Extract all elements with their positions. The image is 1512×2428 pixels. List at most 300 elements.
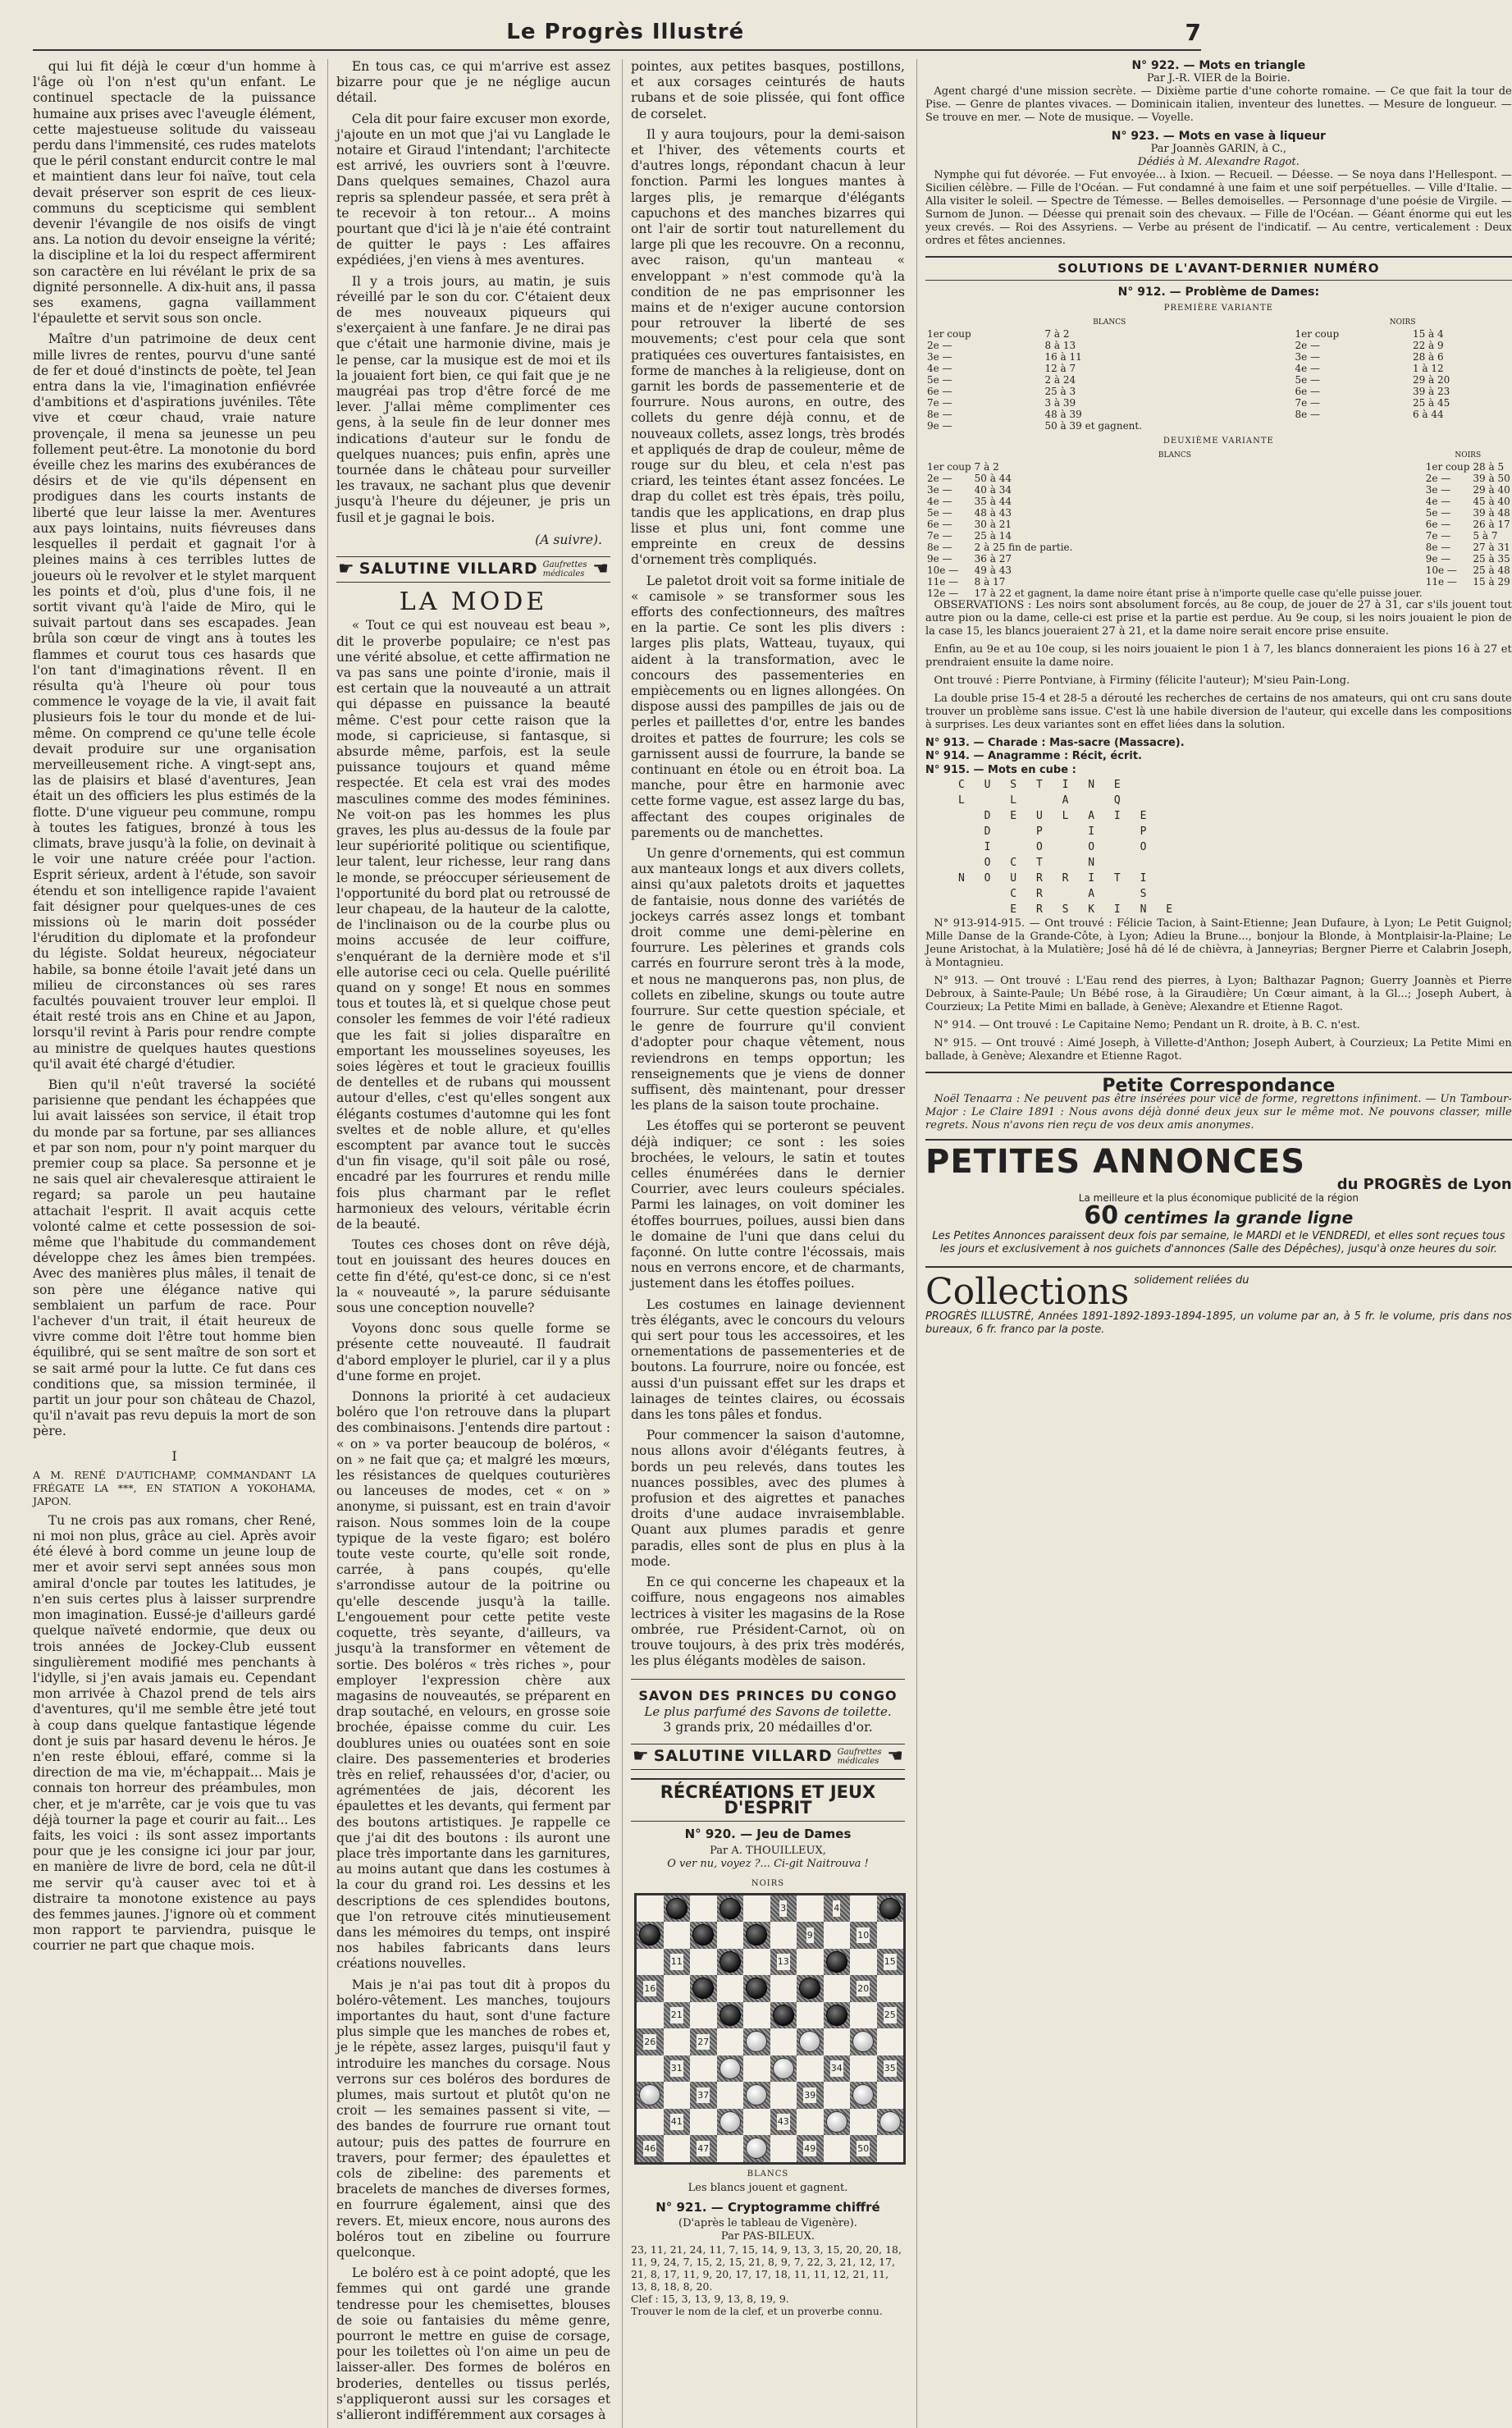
square-number: 31 [670, 2060, 683, 2076]
board-square [797, 2109, 824, 2136]
white-piece [879, 2111, 901, 2133]
board-square [850, 1922, 877, 1949]
board-square [717, 1922, 744, 1949]
chapter-number: I [171, 1447, 177, 1464]
move-cell: 17 à 22 et gagnent, la dame noire étant prise à n'importe quelle case qu'elle puisse jouer. [974, 588, 1423, 600]
collections-title: Collections [925, 1270, 1130, 1313]
square-number: 47 [697, 2141, 710, 2156]
page-number: 7 [1185, 18, 1201, 46]
move-cell: 3 à 39 [1044, 397, 1076, 409]
move-cell: 49 à 43 [974, 565, 1012, 577]
square-number: 10 [856, 1927, 870, 1943]
move-cell: 8 à 13 [1044, 340, 1076, 352]
board-square [717, 2082, 744, 2109]
observations-continued: Enfin, au 9e et au 10e coup, si les noirs jouaient le pion 1 à 7, les blancs donneraient les pions 16 à 27 et prendraient ensuite la dame noire. [925, 643, 1512, 670]
move-cell: 3e — [1295, 351, 1321, 364]
col-header-noirs: NOIRS [1455, 451, 1482, 460]
board-square [637, 1895, 664, 1923]
square-number: 15 [884, 1954, 897, 1969]
move-cell: 1er coup [1425, 461, 1470, 473]
move-row [925, 461, 1512, 473]
square-number: 46 [643, 2141, 656, 2156]
board-square [824, 1895, 851, 1923]
move-cell: 39 à 23 [1412, 386, 1450, 398]
move-cell: 7e — [1295, 397, 1321, 409]
board-square [770, 2135, 797, 2162]
paragraph: « Tout ce qui est nouveau est beau », dit le proverbe populaire; ce n'est pas une vérité absolue, et cette affirmation ne va pas sans une pointe d'ironie, mais il est certain que la nouveauté a un attrait qui dépasse en puissance la beauté même. C'est pour cette raison que la mode, si capricieuse, si fantasque, si absurde même, parfois, est la seule puissance toujours et quand même respectée. Et cela est vrai des modes masculines comme des modes féminines. Ne voit-on pas les hommes les plus graves, les plus au-dessus de la foule par leur supériorité politique ou scientifique, leur talent, leur richesse, leur rang dans le monde, se préoccuper sérieusement de l'opportunité du bord plat ou retroussé de leur chapeau, de la hauteur de la calotte, de l'inclinaison ou de la courbe plus ou moins accusée de leur coiffure, s'enquérant de la dernière mode et s'il elle autorise ceci ou cela. Quelle puérilité quand on y songe! Et nous en sommes tous et toutes là, et si quelque chose peut consoler les femmes de voir l'été radieux que les fait si jolies disparaître en emportant les mousselines soyeuses, les soies légères et tout le gracieux fouillis de dentelles et de rubans qui moussent autour d'elles, c'est qu'elles songent aux élégants costumes d'automne qui les font sveltes et de noble allure, et qu'elles escomptent par avance tout le succès d'un fin visage, qu'il soit pâle ou rosé, encadré par les fourrures et rendu mille fois plus charmant par le reflet harmonieux des velours, véritable écrin de la beauté. [336, 618, 610, 1232]
move-cell: 7e — [927, 397, 952, 409]
white-piece [719, 2058, 741, 2079]
board-square [824, 2002, 851, 2029]
move-cell: 48 à 43 [974, 507, 1012, 519]
found-912: Ont trouvé : Pierre Pontviane, à Firminy (félicite l'auteur); M'sieu Pain-Long. [934, 674, 1350, 688]
move-cell: 28 à 6 [1412, 351, 1444, 364]
move-row [925, 553, 1512, 565]
salutine-ad-banner [631, 1744, 905, 1770]
move-cell: 40 à 34 [974, 484, 1012, 496]
board-square [637, 1922, 664, 1949]
board-square [797, 1895, 824, 1923]
black-piece [773, 2005, 794, 2026]
puzzle-922-title: N° 922. — Mots en triangle [1131, 59, 1306, 72]
paragraph: Les costumes en lainage deviennent très élégants, avec le concours du velours qui sert pour tous les accessoires, et les ornementations de passementeries et de boutons. La fourrure, noire ou foncée, est aussi d'un puissant effet sur les draps et lainages de teintes claires, ou écossais dans les tons pâles et fondus. [631, 1296, 905, 1423]
move-cell: 10e — [1425, 565, 1457, 577]
board-square [877, 1922, 904, 1949]
move-cell: 3e — [1425, 484, 1451, 496]
board-square [717, 1895, 744, 1923]
petites-annonces-body: Les Petites Annonces paraissent deux fois par semaine, le MARDI et le VENDREDI, et elles sont reçues tous les jours et exclusivement à nos guichets d'annonces (Salle des Dépêches), jusqu'à onze heures du soir. [932, 1229, 1505, 1255]
board-square [824, 1922, 851, 1949]
square-number: 27 [697, 2034, 710, 2050]
variant-1-title: PREMIÈRE VARIANTE [1163, 303, 1273, 313]
ad-brand: SALUTINE VILLARD [653, 1747, 833, 1766]
paragraph: Voyons donc sous quelle forme se présente cette nouveauté. Il faudrait d'abord employer le pluriel, car il y a plus d'une forme en projet. [336, 1321, 610, 1383]
move-cell: 27 à 31 [1473, 542, 1510, 554]
board-square [664, 2002, 691, 2029]
board-square [664, 2082, 691, 2109]
cube-line: I O O O [958, 840, 1153, 853]
move-cell: 7e — [1425, 530, 1451, 542]
board-square [850, 1949, 877, 1976]
square-number: 43 [777, 2114, 790, 2129]
board-square [690, 2082, 717, 2109]
board-square [743, 2002, 770, 2029]
move-cell: 4e — [927, 363, 952, 375]
board-square [770, 1895, 797, 1923]
move-cell: 1er coup [927, 328, 971, 341]
move-cell: 8e — [927, 542, 952, 554]
move-row [925, 588, 1512, 599]
board-square [743, 2082, 770, 2109]
paragraph: Un genre d'ornements, qui est commun aux manteaux longs et aux divers collets, ainsi qu'aux paletots droits et jaquettes de fantaisie, nous donne des variétés de jockeys carrés assez longs et tombant droit comme une demi-pèlerine en fourrure. Les pèlerines et grands cols carrés en fourrure seront très à la mode, et nous ne manquerons pas, non plus, de collets en zibeline, skungs ou toute autre fourrure. Sur cette question spéciale, et le genre de fourrure qu'il convient d'adopter pour chaque vêtement, nous reviendrons en temps opportun; les renseignements que je viens de donner suffisent, dès maintenant, pour dresser les plans de la saison toute prochaine. [631, 845, 905, 1113]
cube-line: L L A Q [958, 793, 1127, 807]
puzzle-923-author: Par Joannès GARIN, à C., [1150, 143, 1287, 156]
move-cell: 8e — [1425, 542, 1451, 554]
cryptogram-instructions: Trouver le nom de la clef, et un proverbe connu. [631, 2305, 883, 2318]
note-912: La double prise 15-4 et 28-5 a dérouté les recherches de certains de nos amateurs, qui ont cru sans doute trouver un problème sans issue. C'est là une habile diversion de l'auteur, qui excelle dans les compositions à surprises. Les deux variantes sont en effet liées dans la solution. [925, 693, 1512, 732]
paragraph: qui lui fit déjà le cœur d'un homme à l'âge où l'on n'est qu'un enfant. Le continuel spectacle de la puissance humaine aux prises avec l'aveugle élément, cette majestueuse solitude du vaisseau perdu dans l'immensité, ces rudes matelots que le péril constant endurcit contre le mal et maintient dans leur foi naïve, tout cela devait préserver son esprit de ces lieux-communs du scepticisme qui semblent devenir l'évangile de nos oisifs de vingt ans. La notion du devoir enseigne la vérité; la discipline et la loi du respect affermirent son caractère en lui révélant le prix de sa dignité personnelle. A dix-huit ans, il passa ses examens, gagna vaillamment l'épaulette et servit sous son oncle. [33, 59, 316, 327]
board-square [637, 2082, 664, 2109]
move-row [925, 386, 1512, 397]
solution-915: N° 915. — Mots en cube : [925, 763, 1076, 776]
black-piece [879, 1898, 901, 1919]
savon-slogan: Le plus parfumé des Savons de toilette. [644, 1703, 892, 1719]
move-cell: 8 à 17 [974, 576, 1006, 588]
move-row [925, 397, 1512, 409]
board-caption: Les blancs jouent et gagnent. [687, 2181, 848, 2194]
puzzle-921-title: N° 921. — Cryptogramme chiffré [656, 2199, 880, 2215]
move-cell: 6e — [1425, 519, 1451, 531]
board-square [770, 2055, 797, 2083]
white-piece [773, 2058, 794, 2079]
board-square [824, 2055, 851, 2083]
solution-913: N° 913. — Charade : Mas-sacre (Massacre). [925, 737, 1185, 750]
move-cell: 39 à 48 [1473, 507, 1510, 519]
board-square [850, 2002, 877, 2029]
board-square [717, 2028, 744, 2055]
move-row [925, 565, 1512, 576]
square-number: 41 [670, 2114, 683, 2129]
move-cell: 36 à 27 [974, 553, 1012, 565]
square-number: 16 [643, 1981, 656, 1996]
column-1-feuilleton [33, 59, 316, 2428]
move-cell: 9e — [1425, 553, 1451, 565]
board-square [637, 2002, 664, 2029]
move-cell: 50 à 44 [974, 473, 1012, 485]
square-number: 21 [670, 2007, 683, 2023]
move-cell: 11e — [927, 576, 959, 588]
black-piece [826, 1951, 847, 1973]
board-square [690, 2135, 717, 2162]
board-square [690, 1949, 717, 1976]
board-square [797, 2002, 824, 2029]
board-square [664, 1895, 691, 1923]
paragraph: Donnons la priorité à cet audacieux boléro que l'on retrouve dans la plupart des combinaisons. J'entends dire partout : « on » va porter beaucoup de boléros, « on » ne fait que ça; et malgré les mœurs, les résistances de quelques couturières ou lanceuses de modes, cet « on » anonyme, si puissant, est en train d'avoir raison. Nous sommes loin de la coupe typique de la veste figaro; est boléro toute veste courte, qu'elle soit ronde, carrée, à pans coupés, qu'elle s'arrondisse autour de la poitrine ou qu'elle descende jusqu'à la taille. L'engouement pour cette petite veste coquette, très seyante, d'ailleurs, va jusqu'à la transformer en vêtement de sortie. Des boléros « très riches », pour employer l'expression chère aux magasins de nouveautés, se préparent en drap soutaché, en velours, en grosse soie brochée, épaisse comme du cuir. Les doublures unies ou ouatées sont en soie claire. Des passementeries et broderies très en relief, rehaussées d'or, d'acier, ou agrémentées de jais, décorent les épaulettes et les devants, qui ferment par des boutons artistiques. Je rappelle ce que j'ai dit des boutons : ils auront une place très importante dans les garnitures, au moins autant que dans les costumes à la cour du grand roi. Les dessins et les descriptions de ces splendides boutons, que l'on retrouve cités minutieusement dans les mémoires du temps, ont inspiré nos habiles fabricants dans leurs créations nouvelles. [336, 1389, 610, 1972]
solutions-title: SOLUTIONS DE L'AVANT-DERNIER NUMÉRO [925, 256, 1512, 280]
cryptogram-numbers: 23, 11, 21, 24, 11, 7, 15, 14, 9, 13, 3, 15, 20, 20, 18, 11, 9, 24, 7, 15, 2, 15, 21, 8, 9, 7, 22, 3, 21, 12, 17, 21, 8, 17, 11, 9, 20, 17, 17, 18, 11, 11, 12, 21, 11, 13, 8, 18, 8, 20. [631, 2243, 902, 2293]
board-square [770, 1922, 797, 1949]
puzzle-920-title: N° 920. — Jeu de Dames [684, 1827, 852, 1842]
board-square [664, 1975, 691, 2002]
found-915: N° 915. — Ont trouvé : Aimé Joseph, à Villette-d'Anthon; Joseph Aubert, à Courzieux; La Petite Mimi en ballade, à Genève; Alexandre et Etienne Ragot. [925, 1036, 1512, 1063]
white-piece [746, 2138, 767, 2159]
move-row [925, 542, 1512, 553]
board-square [690, 2055, 717, 2083]
square-number: 25 [884, 2007, 897, 2023]
move-row [925, 519, 1512, 530]
black-piece [692, 1924, 714, 1946]
board-square [877, 2028, 904, 2055]
board-square [637, 2135, 664, 2162]
move-cell: 28 à 5 [1473, 461, 1505, 473]
white-piece [852, 2031, 874, 2052]
ad-brand: SALUTINE VILLARD [359, 560, 538, 578]
move-cell: 9e — [927, 420, 952, 432]
masthead [33, 15, 1201, 51]
move-row [925, 530, 1512, 542]
board-square [690, 1975, 717, 2002]
square-number: 13 [777, 1954, 790, 1969]
black-piece [639, 1924, 660, 1946]
board-square [824, 2135, 851, 2162]
board-square [637, 2028, 664, 2055]
paragraph: Toutes ces choses dont on rêve déjà, tout en jouissant des heures douces en cette fin d'été, qu'est-ce donc, si ce n'est la « nouveauté », la parure séduisante sous une conception nouvelle? [336, 1237, 610, 1316]
savon-title: SAVON DES PRINCES DU CONGO [638, 1688, 898, 1704]
move-cell: 35 à 44 [974, 496, 1012, 508]
move-cell: 6e — [1295, 386, 1321, 398]
puzzle-923-dedication: Dédiés à M. Alexandre Ragot. [1137, 156, 1300, 169]
petites-annonces-subtitle: du PROGRÈS de Lyon [1336, 1176, 1512, 1194]
move-cell [1424, 588, 1472, 599]
ad-tagline: Gaufrettes médicales [837, 1747, 882, 1766]
board-square [797, 2135, 824, 2162]
black-piece [666, 1898, 687, 1919]
word-cube [925, 777, 1512, 917]
move-cell: 1er coup [1295, 328, 1340, 341]
pointing-hand-icon: ☛ [633, 1745, 649, 1767]
paragraph: En tous cas, ce qui m'arrive est assez bizarre pour que je ne néglige aucun détail. [336, 59, 610, 106]
board-square [877, 2109, 904, 2136]
cube-line: N O U R R I T I [958, 871, 1153, 885]
board-square [637, 2109, 664, 2136]
move-cell: 5e — [1295, 374, 1321, 386]
move-cell: 15 à 29 [1473, 576, 1510, 588]
board-square [797, 2082, 824, 2109]
move-cell: 3e — [927, 351, 952, 364]
move-cell: 16 à 11 [1044, 351, 1082, 364]
column-2 [327, 59, 610, 2428]
move-row [925, 473, 1512, 484]
move-cell: 4e — [927, 496, 952, 508]
move-cell: 25 à 35 [1473, 553, 1510, 565]
square-number: 34 [830, 2060, 843, 2076]
cube-line: O C T N [958, 856, 1102, 869]
board-square [717, 2135, 744, 2162]
move-cell: 6 à 44 [1412, 409, 1444, 421]
board-square [717, 2055, 744, 2083]
move-cell: 12e — [927, 588, 959, 600]
variant-1-moves [925, 317, 1512, 432]
move-cell: 5e — [927, 374, 952, 386]
move-cell: 45 à 40 [1473, 496, 1510, 508]
solution-912-title: N° 912. — Problème de Dames: [1117, 285, 1320, 299]
board-square [797, 1949, 824, 1976]
observations: OBSERVATIONS : Les noirs sont absolument forcés, au 8e coup, de jouer de 27 à 31, car s'ils jouent tout autre pion ou la dame, celle-ci est prise et la partie est perdue. Au 9e coup, si les noirs jouaient le pion de la case 15, les blancs joueraient 27 à 21, et la dame noire serait encore prise ensuite. [925, 599, 1512, 638]
puzzle-920-author: Par A. THOUILLEUX, [710, 1844, 826, 1857]
board-square [877, 2055, 904, 2083]
square-number: 3 [779, 1900, 787, 1916]
move-cell: 30 à 21 [974, 519, 1012, 531]
move-row [925, 484, 1512, 496]
paragraph: Il y a trois jours, au matin, je suis réveillé par le son du cor. C'étaient deux de mes nouveaux piqueurs qui s'exerçaient à une fanfare. Je ne dirai pas que c'était une harmonie divine, mais je le pense, car la musique est de moi et ils la jouaient fort bien, ce qui fait que je ne maugréai pas trop d'être forcé de me lever. J'allai même complimenter ces gens, à la seule fin de leur donner mes indications d'auteur sur le fondu de quelques nuances; puis enfin, après une tournée dans le château pour surveiller les travaux, ne sachant plus que devenir jusqu'à l'heure du déjeuner, je pris un fusil et je gagnai le bois. [336, 273, 610, 525]
move-cell: 2 à 24 [1044, 374, 1076, 386]
salutine-ad-banner [336, 556, 610, 583]
move-cell: 26 à 17 [1473, 519, 1510, 531]
paragraph: Le paletot droit voit sa forme initiale de « camisole » se transformer sous les efforts des confectionneurs, des maîtres en la partie. Ce sont les plis divers : larges plis plats, Watteau, tuyaux, qui aident à la transformation, avec le concours des passementeries en empiècements ou en lignes allongées. On dispose aussi des pampilles de jais ou de perles et paillettes d'or, entre les bandes droites et pattes de fourrure; les cols se garnissent aussi de fourrure, la bande se continuant en étole ou en étroit boa. La manche, pour être en harmonie avec cette forme vague, est assez large du bas, affectant des coupes originales de parements ou de manchettes. [631, 573, 905, 840]
board-square [877, 1975, 904, 2002]
cube-line: C R A S [958, 887, 1153, 900]
square-number: 11 [670, 1954, 683, 1969]
board-square [664, 2109, 691, 2136]
board-square [717, 2002, 744, 2029]
square-number: 4 [833, 1900, 840, 1916]
move-row [925, 507, 1512, 519]
petite-correspondance-title: Petite Correspondance [925, 1072, 1512, 1093]
move-row [925, 496, 1512, 507]
white-piece [852, 2084, 874, 2106]
board-square [850, 2082, 877, 2109]
col-header-noirs: NOIRS [1389, 318, 1416, 327]
move-cell: 2e — [927, 473, 952, 485]
move-cell: 8e — [1295, 409, 1321, 421]
board-square [797, 2028, 824, 2055]
paragraph: En ce qui concerne les chapeaux et la coiffure, nous engageons nos aimables lectrices à visiter les magasins de la Rose ombrée, rue Président-Carnot, où on trouve toujours, à des prix très modérés, les plus élégants modèles de saison. [631, 1575, 905, 1669]
move-cell: 10e — [927, 565, 959, 577]
board-square [743, 1895, 770, 1923]
square-number: 20 [856, 1981, 870, 1996]
pointing-hand-icon: ☚ [592, 559, 609, 580]
square-number: 26 [643, 2034, 656, 2050]
solution-914: N° 914. — Anagramme : Récit, écrit. [925, 750, 1142, 763]
board-square [637, 2055, 664, 2083]
move-cell: 2 à 25 fin de partie. [974, 542, 1073, 554]
move-cell: 6e — [927, 519, 952, 531]
section-title-la-mode: LA MODE [399, 588, 548, 617]
columns [33, 59, 1512, 2423]
move-cell: 50 à 39 et gagnent. [1044, 420, 1143, 432]
board-square [850, 1895, 877, 1923]
board-square [690, 2109, 717, 2136]
white-piece [746, 2084, 767, 2106]
move-cell: 25 à 3 [1044, 386, 1076, 398]
column-3 [622, 59, 905, 2428]
cube-line: C U S T I N E [958, 778, 1127, 791]
move-row [925, 374, 1512, 386]
board-square [664, 1922, 691, 1949]
move-cell: 25 à 45 [1412, 397, 1450, 409]
black-piece [826, 2005, 847, 2026]
col-header-blancs: BLANCS [1093, 318, 1126, 327]
move-row [925, 409, 1512, 420]
petites-annonces-title: PETITES ANNONCES [925, 1143, 1306, 1182]
black-piece [719, 1951, 741, 1973]
move-cell: 4e — [1295, 363, 1321, 375]
board-square [690, 2028, 717, 2055]
move-cell: 4e — [1425, 496, 1451, 508]
board-square [877, 2002, 904, 2029]
move-cell: 9e — [927, 553, 952, 565]
board-square [743, 2028, 770, 2055]
white-piece [639, 2084, 660, 2106]
white-piece [826, 2111, 847, 2133]
move-cell: 5e — [927, 507, 952, 519]
square-number: 35 [884, 2060, 897, 2076]
board-square [877, 1949, 904, 1976]
paragraph: Les étoffes qui se porteront se peuvent déjà indiquer; ce sont : les soies brochées, le velours, le satin et toutes celles énumérées dans le dernier Courrier, avec leurs couleurs spéciales. Parmi les lainages, on voit dominer les étoffes bourrues, poilues, aussi bien dans le domaine de l'uni que dans celui du façonné. On lutte contre l'écossais, mais nous en verrons encore, et de charmants, justement dans les étoffes poilues. [631, 1118, 905, 1292]
move-cell: 6e — [927, 386, 952, 398]
move-cell [1294, 420, 1411, 432]
board-square [850, 2028, 877, 2055]
board-label-top: NOIRS [751, 1878, 785, 1888]
white-piece [746, 2031, 767, 2052]
board-square [770, 2082, 797, 2109]
move-cell: 5 à 7 [1473, 530, 1498, 542]
board-square [690, 1922, 717, 1949]
move-cell: 48 à 39 [1044, 409, 1082, 421]
board-square [743, 1949, 770, 1976]
black-piece [746, 1924, 767, 1946]
board-square [824, 1949, 851, 1976]
board-square [770, 1949, 797, 1976]
board-square [824, 2109, 851, 2136]
board-square [770, 2028, 797, 2055]
move-cell: 25 à 48 [1473, 565, 1510, 577]
petites-annonces-price [925, 1201, 1512, 1231]
paragraph: pointes, aux petites basques, postillons, et aux corsages ceinturés de hauts rubans et de soie plissée, qui font office de corselet. [631, 59, 905, 121]
cube-line: D P I P [958, 825, 1153, 838]
board-label-bottom: BLANCS [747, 2169, 789, 2179]
collections-ad [925, 1266, 1512, 1313]
variant-2-moves [925, 450, 1512, 599]
board-square [877, 1895, 904, 1923]
board-square [637, 1949, 664, 1976]
move-cell: 25 à 14 [974, 530, 1012, 542]
board-square [824, 1975, 851, 2002]
savon-ad [631, 1679, 905, 1735]
collections-side: solidement reliées du [1134, 1273, 1249, 1287]
board-square [717, 1975, 744, 2002]
move-cell: 2e — [927, 340, 952, 352]
board-square [743, 2135, 770, 2162]
column-4-puzzles [916, 59, 1512, 2428]
board-square [850, 2055, 877, 2083]
paragraph: Pour commencer la saison d'automne, nous allons avoir d'élégants feutres, à bords un peu relevés, dans toutes les nuances possibles, avec des plumes à profusion et des aigrettes et panaches droits d'une audace invraisemblable. Quant aux plumes paradis et genre paradis, elles sont de plus en plus à la mode. [631, 1428, 905, 1569]
board-square [877, 2082, 904, 2109]
board-square [717, 2109, 744, 2136]
paragraph: Mais je n'ai pas tout dit à propos du boléro-vêtement. Les manches, toujours importantes du haut, sont d'une facture plus simple que les manches de robes et, je le répète, assez larges, puisqu'il faut y introduire les manches du corsage. Nous verrons sur ces boléros des bordures de plumes, mais surtout et plutôt qu'on ne croit — les semaines passent si vite, — des bandes de fourrure rue ornant tout autour; puis des pattes de fourrure en travers, pour fermer; des épaulettes et cols de zibeline: des parements et bracelets de manches de diverses formes, en fourrure également, ainsi que des revers. Et, mieux encore, nous aurons des boléros tout en zibeline ou fourrure quelconque. [336, 1977, 610, 2261]
move-cell: 22 à 9 [1412, 340, 1444, 352]
board-square [770, 2109, 797, 2136]
paragraph: Le boléro est à ce point adopté, que les femmes qui ont gardé une grande tendresse pour les chemisettes, blouses de soie ou fantaisies du même genre, pourront le mettre en guise de corsage, pour les toilettes où l'on aime un peu de laisser-aller. Des formes de boléros en broderies, dentelles ou tissus perlés, s'appliqueront aussi sur les corsages et s'allieront indifféremment aux corsages à [336, 2266, 610, 2423]
move-cell: 1 à 12 [1412, 363, 1444, 375]
board-square [797, 1975, 824, 2002]
paragraph: Maître d'un patrimoine de deux cent mille livres de rentes, pourvu d'une santé de fer et doué d'instincts de poète, tel Jean entra dans la vie, l'imagination enfiévrée d'ambitions et d'aspirations juvéniles. Tête vive et cœur chaud, vraie nature provençale, il mena sa jeunesse un peu follement peut-être. La monotonie du bord éveille chez les marins des exubérances de désirs et de vie qu'ils dépensent en prodigues dans les courts instants de liberté que leur laisse la mer. Aventures aux pays lointains, nuits fiévreuses dans lesquelles il perdait et gagnait l'or à pleines mains à ces terribles luttes de joueurs où le revolver et le stylet marquent les points et d'où, plus d'une fois, il ne sortit vivant qu'à l'aide de Miro, qui le suivait partout dans ses escapades. Jean brûla son cœur de vingt ans à toutes les flammes et courut tous ces hasards que l'on tant d'imaginations rêvent. Il en résulta qu'à l'heure où pour tous commence le voyage de la vie, il avait fait plusieurs fois le tour du monde et de lui-même. On comprend ce qu'une telle école devait produire sur une organisation merveilleusement riche. A vingt-sept ans, las de plaisirs et blasé d'aventures, Jean était un des officiers les plus estimés de la flotte. D'une vigueur peu commune, rompu à toutes les fatigues, bronzé à tous les climats, brave jusqu'à la folie, on devinait à le voir une nature créée pour l'action. Esprit sérieux, ardent à l'étude, son savoir étendu et son intelligence rapide l'avaient fait désigner pour quelques-unes de ces missions où le marin doit posséder l'érudition du diplomate et la profondeur du légiste. Soldat heureux, négociateur habile, sa bonne étoile l'avait jeté dans un milieu de circonstances où ses rares facultés pouvaient trouver leur emploi. Il était resté trois ans en Chine et au Japon, lorsqu'il revint à Paris pour rendre compte au ministre de quelques hautes questions qu'il avait été chargé d'étudier. [33, 332, 316, 1072]
move-cell: 5e — [1425, 507, 1451, 519]
black-piece [746, 1978, 767, 1999]
cube-line: D E U L A I E [958, 809, 1153, 822]
price-number: 60 [1084, 1201, 1119, 1231]
variant-2-title: DEUXIÈME VARIANTE [1163, 437, 1274, 446]
petites-annonces-tagline: La meilleure et la plus économique publicité de la région [1078, 1192, 1359, 1205]
board-square [743, 2109, 770, 2136]
board-square [664, 2028, 691, 2055]
board-square [770, 2002, 797, 2029]
move-cell: 29 à 40 [1473, 484, 1510, 496]
move-cell: 11e — [1425, 576, 1457, 588]
move-cell: 1er coup [927, 461, 971, 473]
move-cell: 2e — [1425, 473, 1451, 485]
board-square [664, 2135, 691, 2162]
move-row [925, 576, 1512, 588]
square-number: 39 [803, 2087, 816, 2103]
board-square [637, 1975, 664, 2002]
board-square [797, 2055, 824, 2083]
move-cell: 8e — [927, 409, 952, 421]
cube-line: E R S K I N E [958, 903, 1180, 916]
move-cell: 7 à 2 [1044, 328, 1070, 341]
move-row [925, 420, 1512, 432]
found-914: N° 914. — Ont trouvé : Le Capitaine Nemo; Pendant un R. droite, à B. C. n'est. [934, 1018, 1360, 1031]
